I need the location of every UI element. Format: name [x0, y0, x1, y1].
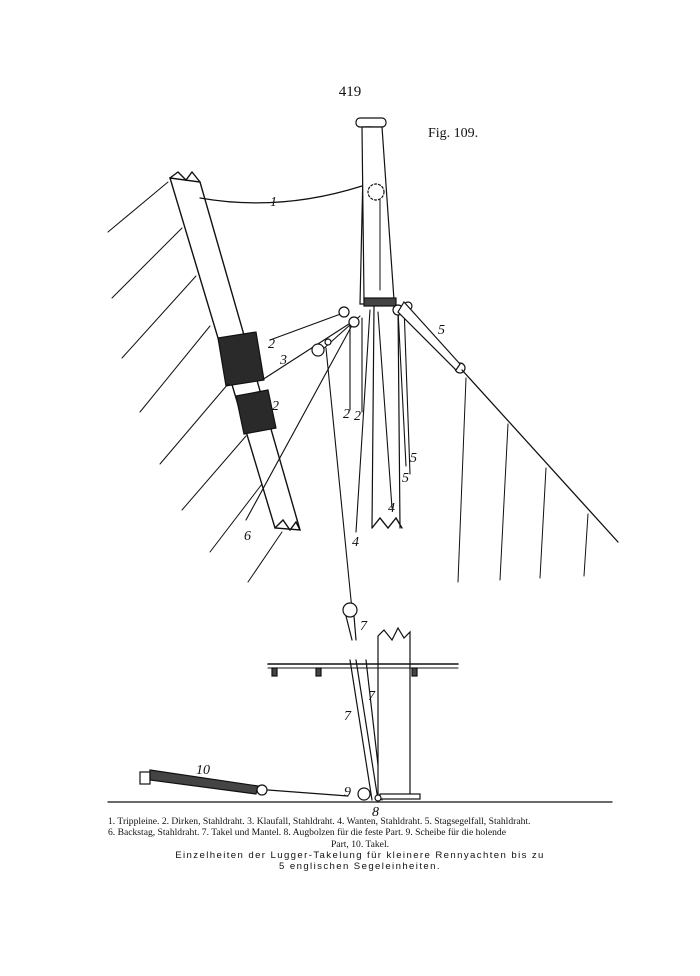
lower-mast	[378, 628, 420, 799]
sheave	[358, 788, 370, 800]
figure-caption	[108, 816, 612, 850]
staysail-halyard	[398, 302, 618, 542]
label-2b: 2	[272, 399, 279, 414]
label-2c: 2	[343, 407, 350, 422]
caption-line-2: 6. Backstag, Stahldraht. 7. Takel und Mantel. 8. Augbolzen für die feste Part. 9. Scheibe für die holende	[108, 827, 506, 839]
label-7b: 7	[368, 689, 375, 704]
figure-label: Fig. 109.	[428, 126, 479, 141]
eyebolt	[375, 795, 381, 801]
label-9: 9	[344, 785, 351, 800]
mast-stump	[372, 306, 402, 528]
page-number: 419	[338, 84, 362, 100]
label-10: 10	[196, 763, 210, 778]
label-4a: 4	[388, 501, 395, 516]
bottom-tackle	[140, 770, 348, 796]
label-5a: 5	[438, 323, 445, 338]
label-4b: 4	[352, 535, 359, 550]
caption-line-1: 1. Trippleine. 2. Dirken, Stahldraht. 3. Klaufall, Stahldraht. 4. Wanten, Stahldraht. 5. Stagsegelfall, Stahldraht.	[108, 816, 531, 827]
staysail-lines	[458, 378, 588, 582]
label-7a: 7	[360, 619, 367, 634]
trippleine	[200, 186, 362, 203]
label-2d: 2	[354, 409, 361, 424]
label-6: 6	[244, 529, 251, 544]
label-1: 1	[270, 195, 277, 210]
label-2a: 2	[268, 337, 275, 352]
figure-subtitle	[108, 850, 612, 872]
mast-top	[356, 118, 396, 306]
subtitle-line-2: 5 englischen Segeleinheiten.	[279, 861, 441, 872]
subtitle-line-1: Einzelheiten der Lugger-Takelung für kleinere Rennyachten bis zu	[175, 850, 545, 861]
caption-line-3: Part, 10. Takel.	[330, 838, 390, 850]
label-5c: 5	[402, 471, 409, 486]
takel-tackle	[346, 616, 382, 800]
label-8: 8	[372, 805, 379, 820]
deck-beam	[268, 664, 458, 676]
label-5b: 5	[410, 451, 417, 466]
label-7c: 7	[344, 709, 351, 724]
label-3: 3	[280, 353, 287, 368]
